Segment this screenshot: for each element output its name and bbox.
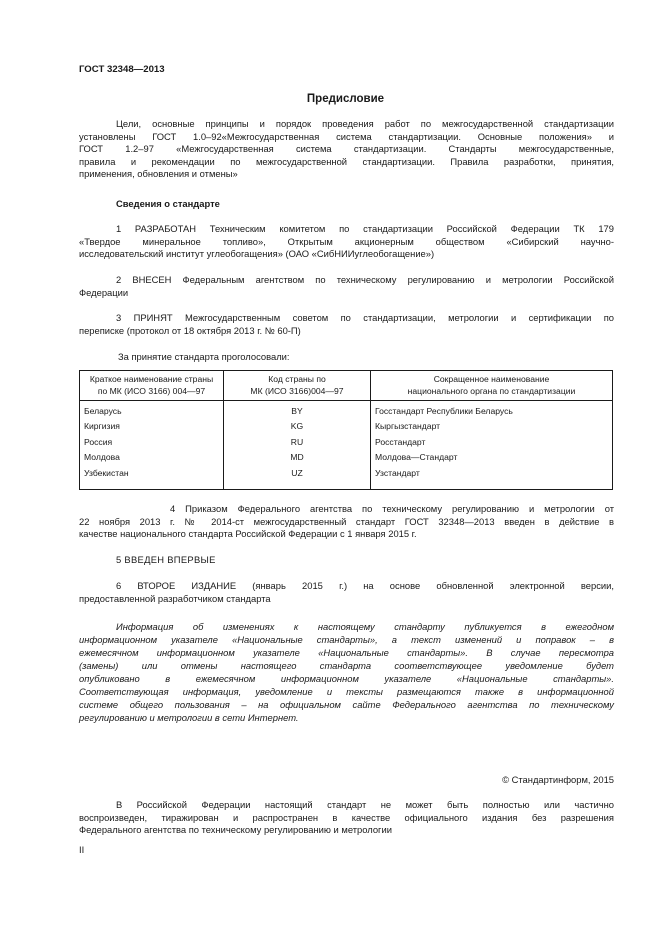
item-2-line: 2 ВНЕСЕН Федеральным агентством по техническому регулированию и метрологии Российской: [116, 274, 614, 285]
item-1-line: «Твердое минеральное топливо», Открытым акционерным обществом «Сибирский научно-: [79, 235, 614, 247]
item-2-paragraph: [79, 274, 614, 299]
info-note-line: информационном указателе «Национальные стандарты», а текст изменений и поправок – в: [79, 634, 614, 645]
code-cell: RU: [224, 435, 371, 450]
item-4-line: 22 ноября 2013 г. № 2014-ст межгосударственный стандарт ГОСТ 32348—2013 введен в действие в: [79, 515, 614, 527]
country-cell: Узбекистан: [80, 466, 224, 490]
rights-notice-line: Федерального агентства по техническому регулированию и метрологии: [79, 824, 392, 836]
item-4-paragraph: [79, 503, 614, 541]
item-3-paragraph: [79, 312, 614, 337]
page-title: Предисловие: [306, 93, 385, 105]
info-note-paragraph: [79, 620, 614, 724]
code-cell: UZ: [224, 466, 371, 490]
voting-countries-table: [79, 370, 613, 490]
table-row: [80, 466, 613, 490]
info-note-line: (замены) или отмены настоящего стандарта соответствующее уведомление будет: [79, 660, 614, 671]
national-body-cell: Кыргызстандарт: [375, 421, 441, 432]
item-4-line: качестве национального стандарта Российской Федерации с 1 января 2015 г.: [79, 528, 417, 540]
rights-notice-paragraph: [79, 799, 614, 837]
intro-paragraph: [79, 118, 614, 181]
national-body-cell: Росстандарт: [375, 436, 426, 447]
national-body-cell: Узстандарт: [375, 467, 420, 478]
table-row: [80, 401, 613, 420]
item-1-paragraph: [79, 223, 614, 261]
table-row: [80, 450, 613, 465]
item-2-line: Федерации: [79, 286, 129, 298]
item-1-line: 1 РАЗРАБОТАН Техническим комитетом по стандартизации Российской Федерации ТК 179: [116, 223, 614, 234]
item-3-line: 3 ПРИНЯТ Межгосударственным советом по стандартизации, метрологии и сертификации по: [116, 312, 614, 323]
country-cell: Россия: [80, 435, 224, 450]
country-cell: Молдова: [80, 450, 224, 465]
page-number: II: [79, 844, 85, 855]
vote-caption: За принятие стандарта проголосовали:: [118, 351, 290, 362]
section-heading: Сведения о стандарте: [116, 198, 220, 209]
intro-line: установлены ГОСТ 1.0–92«Межгосударственная система стандартизации. Основные положения» и: [79, 130, 614, 142]
code-cell: MD: [224, 450, 371, 465]
rights-notice-line: В Российской Федерации настоящий стандарт не может быть полностью или частично: [116, 799, 614, 810]
item-1-line: исследовательский институт углеобогащения» (ОАО «СибНИИуглеобогащение»): [79, 248, 435, 260]
header-country-name: Краткое наименование страны по МК (ИСО 3166) 004—97: [80, 371, 224, 401]
national-body-cell: Молдова—Стандарт: [375, 452, 458, 463]
table-row: [80, 435, 613, 450]
info-note-line: системе общего пользования – на официальном сайте Федерального агентства по техническому: [79, 699, 614, 710]
item-6-line: предоставленной разработчиком стандарта: [79, 592, 271, 604]
header-national-body: Сокращенное наименование национального органа по стандартизации: [371, 371, 613, 401]
info-note-line: опубликовано в ежемесячном информационном указателе «Национальные стандарты».: [79, 673, 614, 684]
intro-line: Цели, основные принципы и порядок проведения работ по межгосударственной стандартизации: [116, 118, 614, 129]
document-code-header: ГОСТ 32348—2013: [79, 64, 165, 75]
table-header-row: [80, 371, 613, 401]
item-6-paragraph: [79, 580, 614, 605]
header-country-code: Код страны по МК (ИСО 3166)004—97: [224, 371, 371, 401]
info-note-line: регулированию и метрологии в сети Интернет.: [79, 712, 299, 723]
info-note-line: ежемесячном информационном указателе «Национальные стандарты». В случае пересмотра: [79, 647, 614, 658]
country-cell: Киргизия: [80, 419, 224, 434]
info-note-line: Соответствующая информация, уведомление и тексты размещаются также в информационной: [79, 686, 614, 697]
table-row: [80, 419, 613, 434]
item-6-line: 6 ВТОРОЕ ИЗДАНИЕ (январь 2015 г.) на основе обновленной электронной версии,: [116, 580, 614, 591]
item-5: 5 ВВЕДЕН ВПЕРВЫЕ: [116, 554, 216, 565]
intro-line: применения, обновления и отмены»: [79, 168, 238, 180]
info-note-line: Информация об изменениях к настоящему стандарту публикуется в ежегодном: [116, 621, 614, 632]
copyright-notice: © Стандартинформ, 2015: [502, 774, 614, 785]
item-4-line: 4 Приказом Федерального агентства по техническому регулированию и метрологии от: [170, 503, 614, 514]
item-3-line: переписке (протокол от 18 октября 2013 г. № 60-П): [79, 324, 301, 336]
code-cell: BY: [224, 401, 371, 420]
code-cell: KG: [224, 419, 371, 434]
intro-line: ГОСТ 1.2–97 «Межгосударственная система стандартизации. Стандарты межгосударственные,: [79, 143, 614, 155]
national-body-cell: Госстандарт Республики Беларусь: [375, 406, 513, 416]
country-cell: Беларусь: [80, 401, 224, 420]
intro-line: правила и рекомендации по межгосударственной стандартизации. Правила разработки, принятия,: [79, 155, 614, 167]
rights-notice-line: воспроизведен, тиражирован и распространен в качестве официального издания без разрешения: [79, 811, 614, 823]
